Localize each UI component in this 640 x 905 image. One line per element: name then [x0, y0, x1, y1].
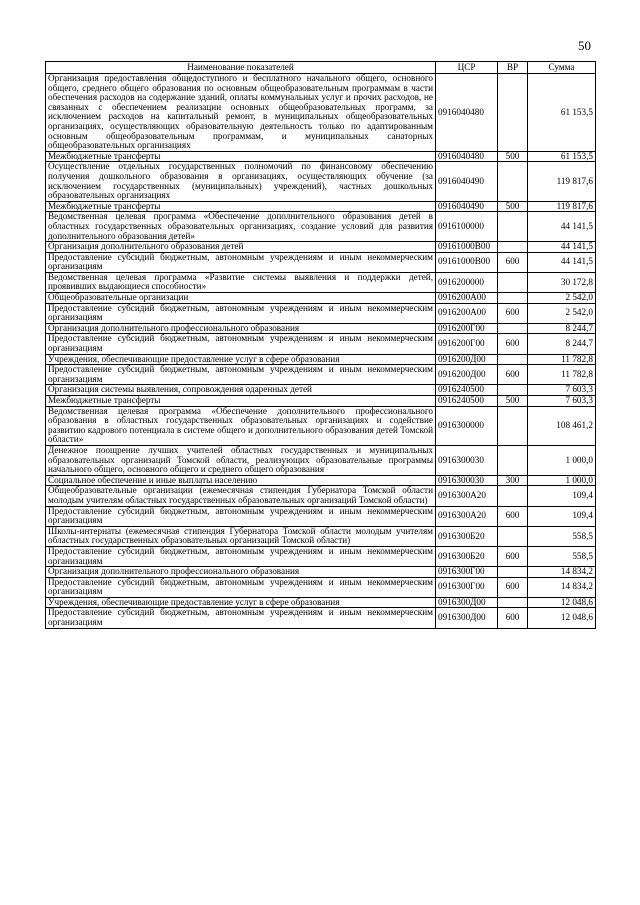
table-row	[46, 567, 596, 578]
cell-sum: 1 000,0	[528, 475, 596, 486]
cell-sum: 30 172,8	[528, 272, 596, 292]
header-row	[46, 62, 596, 74]
cell-vr	[498, 445, 528, 475]
cell-name: Предоставление субсидий бюджетным, автономным учреждениям и иным некоммерческим организациям	[46, 334, 436, 354]
cell-name: Организация предоставления общедоступного и бесплатного начального общего, основного общего, среднего общего образования по основным общеобразовательным программам в части обеспечения расходов на содержание зданий, оплаты коммунальных услуг и прочих расходов, не связанных с обеспечением реализации основных общеобразовательных программ, за исключением расходов на капитальный ремонт, в муниципальных общеобразовательных организациях, осуществляющих образовательную деятельность только по адаптированным основным общеобразовательным программам, и муниципальных санаторных общеобразовательных организациях	[46, 74, 436, 152]
cell-vr: 500	[498, 396, 528, 407]
cell-csr: 0916040480	[436, 151, 498, 162]
cell-sum: 14 834,2	[528, 567, 596, 578]
cell-sum: 109,4	[528, 486, 596, 506]
cell-name: Предоставление субсидий бюджетным, автономным учреждениям и иным некоммерческим организациям	[46, 365, 436, 385]
cell-sum: 8 244,7	[528, 334, 596, 354]
table-row	[46, 475, 596, 486]
cell-vr: 600	[498, 608, 528, 628]
cell-name: Ведомственная целевая программа «Развитие системы выявления и поддержки детей, проявивших выдающиеся способности»	[46, 272, 436, 292]
cell-vr	[498, 406, 528, 445]
cell-name: Осуществление отдельных государственных полномочий по финансовому обеспечению получения дошкольного образования в организациях, осуществляющих обучение (за исключением государственных (муниципальных) учреждений), частных дошкольных образовательных организациях	[46, 162, 436, 201]
cell-csr: 0916300А20	[436, 486, 498, 506]
cell-vr	[498, 293, 528, 304]
cell-name: Общеобразовательные организации	[46, 293, 436, 304]
cell-name: Ведомственная целевая программа «Обеспечение дополнительного профессионального образования в областных государственных образовательных организациях и содействие развитию кадрового потенциала в системе общего и дополнительного образования детей Томской области»	[46, 406, 436, 445]
table-row	[46, 546, 596, 566]
cell-sum: 108 461,2	[528, 406, 596, 445]
cell-sum: 558,5	[528, 526, 596, 546]
cell-csr: 09161000В00	[436, 242, 498, 253]
cell-name: Социальное обеспечение и иные выплаты населению	[46, 475, 436, 486]
cell-csr: 0916100000	[436, 212, 498, 242]
cell-sum: 11 782,8	[528, 365, 596, 385]
cell-name: Межбюджетные трансферты	[46, 396, 436, 407]
cell-csr: 0916040490	[436, 162, 498, 201]
cell-vr: 600	[498, 303, 528, 323]
cell-vr	[498, 567, 528, 578]
cell-sum: 61 153,5	[528, 74, 596, 152]
cell-csr: 0916200Д00	[436, 354, 498, 365]
table-row	[46, 396, 596, 407]
cell-vr	[498, 162, 528, 201]
cell-sum: 558,5	[528, 546, 596, 566]
cell-name: Межбюджетные трансферты	[46, 151, 436, 162]
cell-vr	[498, 385, 528, 396]
cell-csr: 0916300Г00	[436, 577, 498, 597]
cell-name: Предоставление субсидий бюджетным, автономным учреждениям и иным некоммерческим организациям	[46, 252, 436, 272]
cell-sum: 1 000,0	[528, 445, 596, 475]
table-row	[46, 74, 596, 152]
cell-csr: 0916300030	[436, 445, 498, 475]
table-header	[46, 62, 596, 74]
table-row	[46, 365, 596, 385]
table-row	[46, 272, 596, 292]
cell-vr	[498, 486, 528, 506]
cell-csr: 0916300Б20	[436, 546, 498, 566]
cell-vr	[498, 597, 528, 608]
cell-sum: 119 817,6	[528, 201, 596, 212]
cell-csr: 0916300Г00	[436, 567, 498, 578]
table-row	[46, 242, 596, 253]
cell-vr: 600	[498, 365, 528, 385]
cell-vr: 600	[498, 252, 528, 272]
cell-vr	[498, 272, 528, 292]
cell-vr: 600	[498, 577, 528, 597]
cell-name: Предоставление субсидий бюджетным, автономным учреждениям и иным некоммерческим организациям	[46, 577, 436, 597]
cell-name: Предоставление субсидий бюджетным, автономным учреждениям и иным некоммерческим организациям	[46, 303, 436, 323]
cell-vr	[498, 212, 528, 242]
cell-vr: 600	[498, 546, 528, 566]
cell-vr	[498, 354, 528, 365]
cell-name: Предоставление субсидий бюджетным, автономным учреждениям и иным некоммерческим организациям	[46, 546, 436, 566]
cell-sum: 119 817,6	[528, 162, 596, 201]
cell-sum: 12 048,6	[528, 597, 596, 608]
table-row	[46, 354, 596, 365]
cell-vr	[498, 242, 528, 253]
cell-sum: 7 603,3	[528, 385, 596, 396]
cell-sum: 7 603,3	[528, 396, 596, 407]
budget-table	[45, 61, 596, 629]
cell-sum: 109,4	[528, 506, 596, 526]
table-row	[46, 506, 596, 526]
cell-vr	[498, 323, 528, 334]
cell-csr: 0916200А00	[436, 293, 498, 304]
cell-sum: 14 834,2	[528, 577, 596, 597]
cell-vr: 500	[498, 151, 528, 162]
cell-sum: 44 141,5	[528, 212, 596, 242]
cell-name: Межбюджетные трансферты	[46, 201, 436, 212]
cell-sum: 11 782,8	[528, 354, 596, 365]
table-body	[46, 74, 596, 629]
cell-sum: 61 153,5	[528, 151, 596, 162]
cell-name: Организация дополнительного профессионального образования	[46, 323, 436, 334]
cell-csr: 0916240500	[436, 385, 498, 396]
page-number: 50	[578, 38, 591, 53]
cell-name: Общеобразовательные организации (ежемесячная стипендия Губернатора Томской области молодым учителям областных государственных образовательных организаций Томской области)	[46, 486, 436, 506]
table-row	[46, 445, 596, 475]
table-row	[46, 597, 596, 608]
cell-name: Предоставление субсидий бюджетным, автономным учреждениям и иным некоммерческим организациям	[46, 608, 436, 628]
table-row	[46, 334, 596, 354]
cell-vr: 300	[498, 475, 528, 486]
cell-name: Ведомственная целевая программа «Обеспечение дополнительного образования детей в областных государственных образовательных организациях, создание условий для развития дополнительного образования детей»	[46, 212, 436, 242]
cell-csr: 0916200Д00	[436, 365, 498, 385]
cell-vr: 600	[498, 334, 528, 354]
table-row	[46, 303, 596, 323]
cell-name: Денежное поощрение лучших учителей областных государственных и муниципальных образовательных организаций Томской области, реализующих образовательные программы начального общего, основного общего и среднего общего образования	[46, 445, 436, 475]
cell-csr: 09161000В00	[436, 252, 498, 272]
cell-csr: 0916300Б20	[436, 526, 498, 546]
table-row	[46, 385, 596, 396]
cell-csr: 0916300Д00	[436, 597, 498, 608]
cell-vr: 500	[498, 201, 528, 212]
cell-name: Учреждения, обеспечивающие предоставление услуг в сфере образования	[46, 597, 436, 608]
table-row	[46, 323, 596, 334]
header-name: Наименование показателей	[46, 62, 436, 74]
cell-csr: 0916200А00	[436, 303, 498, 323]
cell-name: Школы-интернаты (ежемесячная стипендия Губернатора Томской области молодым учителям областных государственных образовательных организаций Томской области)	[46, 526, 436, 546]
header-csr: ЦСР	[436, 62, 498, 74]
cell-vr: 600	[498, 506, 528, 526]
table-row	[46, 486, 596, 506]
table-row	[46, 162, 596, 201]
cell-sum: 8 244,7	[528, 323, 596, 334]
cell-vr	[498, 526, 528, 546]
cell-csr: 0916040490	[436, 201, 498, 212]
cell-csr: 0916300А20	[436, 506, 498, 526]
cell-vr	[498, 74, 528, 152]
cell-name: Организация дополнительного профессионального образования	[46, 567, 436, 578]
cell-sum: 44 141,5	[528, 242, 596, 253]
table-row	[46, 608, 596, 628]
table-row	[46, 406, 596, 445]
cell-csr: 0916300000	[436, 406, 498, 445]
cell-sum: 2 542,0	[528, 293, 596, 304]
cell-csr: 0916300030	[436, 475, 498, 486]
header-sum: Сумма	[528, 62, 596, 74]
cell-sum: 12 048,6	[528, 608, 596, 628]
cell-csr: 0916200Г00	[436, 334, 498, 354]
cell-name: Учреждения, обеспечивающие предоставление услуг в сфере образования	[46, 354, 436, 365]
cell-sum: 44 141,5	[528, 252, 596, 272]
cell-name: Организация системы выявления, сопровождения одаренных детей	[46, 385, 436, 396]
cell-csr: 0916240500	[436, 396, 498, 407]
cell-name: Организация дополнительного образования детей	[46, 242, 436, 253]
cell-csr: 0916040480	[436, 74, 498, 152]
cell-sum: 2 542,0	[528, 303, 596, 323]
table-row	[46, 526, 596, 546]
header-vr: ВР	[498, 62, 528, 74]
table-row	[46, 577, 596, 597]
cell-name: Предоставление субсидий бюджетным, автономным учреждениям и иным некоммерческим организациям	[46, 506, 436, 526]
cell-csr: 0916200000	[436, 272, 498, 292]
table-row	[46, 293, 596, 304]
table-row	[46, 212, 596, 242]
table-row	[46, 151, 596, 162]
table-row	[46, 252, 596, 272]
cell-csr: 0916300Д00	[436, 608, 498, 628]
cell-csr: 0916200Г00	[436, 323, 498, 334]
table-row	[46, 201, 596, 212]
